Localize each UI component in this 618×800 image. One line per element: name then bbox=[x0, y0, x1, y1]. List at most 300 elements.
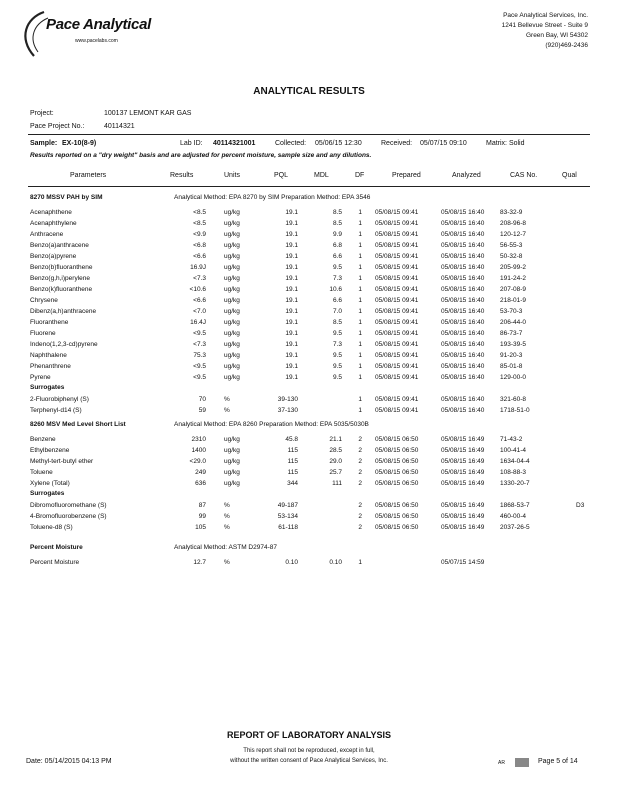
cell-prepared: 05/08/15 09:41 bbox=[375, 297, 419, 304]
cell-df: 2 bbox=[358, 436, 362, 443]
cell-units: % bbox=[224, 396, 230, 403]
cell-mdl: 7.3 bbox=[332, 275, 342, 282]
cell-df: 2 bbox=[358, 524, 362, 531]
cell-mdl: 9.5 bbox=[332, 363, 342, 370]
cell-prepared: 05/08/15 06:50 bbox=[375, 480, 419, 487]
cell-analyzed: 05/08/15 16:49 bbox=[441, 513, 485, 520]
received-label: Received: bbox=[381, 140, 413, 147]
cell-prepared: 05/08/15 09:41 bbox=[375, 330, 419, 337]
cell-parameter: Anthracene bbox=[30, 231, 64, 238]
cell-analyzed: 05/08/15 16:40 bbox=[441, 396, 485, 403]
cell-df: 1 bbox=[358, 275, 362, 282]
collected-label: Collected: bbox=[275, 140, 307, 147]
cell-cas-no: 2037-26-5 bbox=[500, 524, 530, 531]
cell-result: 12.7 bbox=[193, 559, 206, 566]
cell-analyzed: 05/08/15 16:40 bbox=[441, 275, 485, 282]
cell-parameter: Acenaphthene bbox=[30, 209, 72, 216]
col-parameters: Parameters bbox=[70, 172, 107, 179]
section-name: 8260 MSV Med Level Short List bbox=[30, 421, 126, 428]
cell-result: <8.5 bbox=[193, 220, 206, 227]
cell-parameter: Benzene bbox=[30, 436, 56, 443]
cell-pql: 19.1 bbox=[285, 308, 298, 315]
cell-parameter: Benzo(k)fluoranthene bbox=[30, 286, 93, 293]
pace-project-label: Pace Project No.: bbox=[30, 123, 85, 130]
cell-prepared: 05/08/15 06:50 bbox=[375, 458, 419, 465]
cell-result: 636 bbox=[195, 480, 206, 487]
cell-parameter: Fluoranthene bbox=[30, 319, 69, 326]
cell-df: 1 bbox=[358, 559, 362, 566]
cell-prepared: 05/08/15 06:50 bbox=[375, 513, 419, 520]
cell-result: <7.3 bbox=[193, 275, 206, 282]
cell-mdl: 8.5 bbox=[332, 319, 342, 326]
cell-analyzed: 05/08/15 16:49 bbox=[441, 436, 485, 443]
cell-cas-no: 91-20-3 bbox=[500, 352, 523, 359]
cell-mdl: 111 bbox=[332, 480, 342, 487]
cell-analyzed: 05/08/15 16:49 bbox=[441, 447, 485, 454]
cell-analyzed: 05/07/15 14:59 bbox=[441, 559, 485, 566]
cell-units: ug/kg bbox=[224, 352, 240, 359]
cell-analyzed: 05/08/15 16:40 bbox=[441, 209, 485, 216]
cell-result: 16.4J bbox=[190, 319, 206, 326]
cell-units: ug/kg bbox=[224, 341, 240, 348]
cell-df: 1 bbox=[358, 319, 362, 326]
cell-result: <10.6 bbox=[189, 286, 206, 293]
cell-units: % bbox=[224, 524, 230, 531]
cell-pql: 19.1 bbox=[285, 264, 298, 271]
cell-parameter: Ethylbenzene bbox=[30, 447, 70, 454]
cell-prepared: 05/08/15 09:41 bbox=[375, 352, 419, 359]
cell-mdl: 9.5 bbox=[332, 352, 342, 359]
cell-cas-no: 71-43-2 bbox=[500, 436, 523, 443]
cell-analyzed: 05/08/15 16:40 bbox=[441, 330, 485, 337]
cell-cas-no: 1718-51-0 bbox=[500, 407, 530, 414]
cell-df: 2 bbox=[358, 458, 362, 465]
cell-cas-no: 1868-53-7 bbox=[500, 502, 530, 509]
cell-units: ug/kg bbox=[224, 319, 240, 326]
cell-result: 249 bbox=[195, 469, 206, 476]
cell-mdl: 29.0 bbox=[329, 458, 342, 465]
footer-line2: without the written consent of Pace Analytical Services, Inc. bbox=[230, 758, 388, 764]
footer-line1: This report shall not be reproduced, except in full, bbox=[243, 748, 375, 754]
cell-pql: 19.1 bbox=[285, 297, 298, 304]
cell-units: ug/kg bbox=[224, 231, 240, 238]
cell-cas-no: 85-01-8 bbox=[500, 363, 523, 370]
cell-cas-no: 460-00-4 bbox=[500, 513, 527, 520]
cell-mdl: 10.6 bbox=[329, 286, 342, 293]
cell-parameter: Toluene bbox=[30, 469, 53, 476]
table-row bbox=[0, 361, 618, 372]
cell-prepared: 05/08/15 09:41 bbox=[375, 209, 419, 216]
table-row bbox=[0, 467, 618, 478]
cell-pql: 19.1 bbox=[285, 209, 298, 216]
cell-df: 1 bbox=[358, 352, 362, 359]
cell-prepared: 05/08/15 06:50 bbox=[375, 436, 419, 443]
section-name: Percent Moisture bbox=[30, 544, 83, 551]
cell-result: 99 bbox=[198, 513, 206, 520]
divider bbox=[28, 134, 590, 135]
cell-parameter: 4-Bromofluorobenzene (S) bbox=[30, 513, 107, 520]
cell-units: ug/kg bbox=[224, 363, 240, 370]
cell-result: 70 bbox=[198, 396, 206, 403]
cell-mdl: 7.0 bbox=[332, 308, 342, 315]
reviewer-initials: AR bbox=[498, 760, 505, 766]
cell-units: ug/kg bbox=[224, 374, 240, 381]
collected-value: 05/06/15 12:30 bbox=[315, 140, 362, 147]
cell-cas-no: 193-39-5 bbox=[500, 341, 527, 348]
cell-qual: D3 bbox=[576, 502, 585, 509]
cell-parameter: Fluorene bbox=[30, 330, 56, 337]
cell-analyzed: 05/08/15 16:49 bbox=[441, 502, 485, 509]
cell-pql: 19.1 bbox=[285, 275, 298, 282]
cell-df: 2 bbox=[358, 513, 362, 520]
cell-pql: 19.1 bbox=[285, 363, 298, 370]
table-row bbox=[0, 207, 618, 218]
cell-pql: 19.1 bbox=[285, 319, 298, 326]
cell-prepared: 05/08/15 09:41 bbox=[375, 319, 419, 326]
table-row bbox=[0, 350, 618, 361]
table-row bbox=[0, 306, 618, 317]
cell-parameter: Benzo(a)pyrene bbox=[30, 253, 77, 260]
cell-prepared: 05/08/15 09:41 bbox=[375, 286, 419, 293]
cell-df: 1 bbox=[358, 231, 362, 238]
cell-result: <29.0 bbox=[189, 458, 206, 465]
cell-df: 1 bbox=[358, 297, 362, 304]
cell-cas-no: 100-41-4 bbox=[500, 447, 527, 454]
cell-mdl: 6.6 bbox=[332, 253, 342, 260]
cell-cas-no: 86-73-7 bbox=[500, 330, 523, 337]
cell-pql: 19.1 bbox=[285, 253, 298, 260]
lab-address-line1: 1241 Bellevue Street - Suite 9 bbox=[501, 22, 588, 29]
cell-df: 2 bbox=[358, 447, 362, 454]
cell-df: 1 bbox=[358, 363, 362, 370]
cell-units: ug/kg bbox=[224, 436, 240, 443]
cell-prepared: 05/08/15 06:50 bbox=[375, 502, 419, 509]
cell-parameter: Dibenz(a,h)anthracene bbox=[30, 308, 97, 315]
cell-pql: 19.1 bbox=[285, 231, 298, 238]
pace-logo-url: www.pacelabs.com bbox=[75, 38, 118, 44]
cell-units: ug/kg bbox=[224, 297, 240, 304]
cell-analyzed: 05/08/15 16:40 bbox=[441, 374, 485, 381]
table-row bbox=[0, 456, 618, 467]
col-df: DF bbox=[355, 172, 365, 179]
table-row bbox=[0, 240, 618, 251]
cell-analyzed: 05/08/15 16:40 bbox=[441, 352, 485, 359]
matrix-label: Matrix: Solid bbox=[486, 140, 525, 147]
cell-units: % bbox=[224, 407, 230, 414]
cell-result: <9.5 bbox=[193, 374, 206, 381]
table-row bbox=[0, 229, 618, 240]
lab-address-block bbox=[502, 11, 588, 51]
cell-parameter: Toluene-d8 (S) bbox=[30, 524, 73, 531]
cell-df: 1 bbox=[358, 308, 362, 315]
cell-units: ug/kg bbox=[224, 308, 240, 315]
sample-value: EX-10(8-9) bbox=[62, 140, 97, 147]
cell-result: 1400 bbox=[191, 447, 206, 454]
cell-df: 1 bbox=[358, 209, 362, 216]
table-row bbox=[0, 445, 618, 456]
cell-analyzed: 05/08/15 16:40 bbox=[441, 319, 485, 326]
cell-prepared: 05/08/15 09:41 bbox=[375, 242, 419, 249]
cell-prepared: 05/08/15 09:41 bbox=[375, 253, 419, 260]
report-date: Date: 05/14/2015 04:13 PM bbox=[26, 758, 112, 765]
lab-company: Pace Analytical Services, Inc. bbox=[503, 12, 588, 19]
cell-mdl: 8.5 bbox=[332, 209, 342, 216]
table-row bbox=[0, 511, 618, 522]
table-row bbox=[0, 500, 618, 511]
cell-prepared: 05/08/15 09:41 bbox=[375, 363, 419, 370]
cell-analyzed: 05/08/15 16:40 bbox=[441, 264, 485, 271]
table-row bbox=[0, 434, 618, 445]
cell-parameter: 2-Fluorobiphenyl (S) bbox=[30, 396, 89, 403]
cell-result: 2310 bbox=[191, 436, 206, 443]
cell-result: 105 bbox=[195, 524, 206, 531]
cell-units: ug/kg bbox=[224, 209, 240, 216]
cell-cas-no: 1330-20-7 bbox=[500, 480, 530, 487]
cell-mdl: 9.5 bbox=[332, 374, 342, 381]
cell-parameter: Naphthalene bbox=[30, 352, 67, 359]
cell-pql: 19.1 bbox=[285, 286, 298, 293]
cell-cas-no: 108-88-3 bbox=[500, 469, 527, 476]
cell-prepared: 05/08/15 09:41 bbox=[375, 374, 419, 381]
cell-pql: 115 bbox=[287, 447, 298, 454]
cell-df: 2 bbox=[358, 469, 362, 476]
pace-project-value: 40114321 bbox=[104, 123, 135, 130]
cell-analyzed: 05/08/15 16:49 bbox=[441, 524, 485, 531]
col-units: Units bbox=[224, 172, 240, 179]
section-method: Analytical Method: EPA 8270 by SIM Preparation Method: EPA 3546 bbox=[174, 194, 371, 201]
cell-mdl: 21.1 bbox=[329, 436, 342, 443]
col-mdl: MDL bbox=[314, 172, 329, 179]
cell-cas-no: 207-08-9 bbox=[500, 286, 527, 293]
cell-mdl: 9.9 bbox=[332, 231, 342, 238]
section-name: 8270 MSSV PAH by SIM bbox=[30, 194, 103, 201]
cell-analyzed: 05/08/15 16:40 bbox=[441, 253, 485, 260]
cell-analyzed: 05/08/15 16:49 bbox=[441, 458, 485, 465]
project-label: Project: bbox=[30, 110, 54, 117]
cell-pql: 39-130 bbox=[277, 396, 298, 403]
lab-id-value: 40114321001 bbox=[213, 140, 256, 147]
cell-prepared: 05/08/15 09:41 bbox=[375, 275, 419, 282]
table-row bbox=[0, 328, 618, 339]
cell-cas-no: 218-01-9 bbox=[500, 297, 527, 304]
cell-prepared: 05/08/15 06:50 bbox=[375, 469, 419, 476]
cell-cas-no: 205-99-2 bbox=[500, 264, 527, 271]
cell-units: ug/kg bbox=[224, 447, 240, 454]
surrogates-label: Surrogates bbox=[30, 384, 65, 391]
cell-df: 1 bbox=[358, 407, 362, 414]
cell-parameter: Methyl-tert-butyl ether bbox=[30, 458, 94, 465]
pace-logo-text: Pace Analytical bbox=[46, 16, 152, 33]
cell-df: 1 bbox=[358, 330, 362, 337]
lab-id-label: Lab ID: bbox=[180, 140, 203, 147]
cell-pql: 61-118 bbox=[278, 524, 298, 531]
cell-df: 1 bbox=[358, 341, 362, 348]
cell-prepared: 05/08/15 06:50 bbox=[375, 447, 419, 454]
cell-mdl: 7.3 bbox=[332, 341, 342, 348]
cell-pql: 19.1 bbox=[285, 341, 298, 348]
cell-pql: 19.1 bbox=[285, 242, 298, 249]
cell-units: % bbox=[224, 513, 230, 520]
footer-title: REPORT OF LABORATORY ANALYSIS bbox=[226, 730, 392, 740]
cell-units: % bbox=[224, 502, 230, 509]
cell-units: ug/kg bbox=[224, 264, 240, 271]
cell-parameter: Terphenyl-d14 (S) bbox=[30, 407, 82, 414]
cell-result: <6.6 bbox=[193, 297, 206, 304]
cell-units: ug/kg bbox=[224, 242, 240, 249]
cell-parameter: Benzo(a)anthracene bbox=[30, 242, 89, 249]
cell-parameter: Percent Moisture bbox=[30, 559, 80, 566]
table-header bbox=[0, 172, 618, 184]
section-method: Analytical Method: EPA 8260 Preparation Method: EPA 5035/5030B bbox=[174, 421, 369, 428]
cell-mdl: 25.7 bbox=[329, 469, 342, 476]
cell-pql: 115 bbox=[287, 469, 298, 476]
report-title: ANALYTICAL RESULTS bbox=[253, 86, 365, 97]
cell-df: 1 bbox=[358, 374, 362, 381]
cell-df: 1 bbox=[358, 396, 362, 403]
cell-prepared: 05/08/15 09:41 bbox=[375, 264, 419, 271]
cell-pql: 49-187 bbox=[277, 502, 298, 509]
table-row bbox=[0, 251, 618, 262]
col-prepared: Prepared bbox=[392, 172, 421, 179]
cell-analyzed: 05/08/15 16:40 bbox=[441, 363, 485, 370]
table-row bbox=[0, 273, 618, 284]
cell-parameter: Phenanthrene bbox=[30, 363, 71, 370]
cell-analyzed: 05/08/15 16:40 bbox=[441, 242, 485, 249]
cell-result: 87 bbox=[198, 502, 206, 509]
col-results: Results bbox=[170, 172, 194, 179]
cell-cas-no: 50-32-8 bbox=[500, 253, 523, 260]
project-value: 100137 LEMONT KAR GAS bbox=[104, 110, 192, 117]
cell-units: ug/kg bbox=[224, 458, 240, 465]
cell-pql: 19.1 bbox=[285, 374, 298, 381]
cell-parameter: Dibromofluoromethane (S) bbox=[30, 502, 107, 509]
table-row bbox=[0, 522, 618, 533]
cell-cas-no: 206-44-0 bbox=[500, 319, 527, 326]
cell-cas-no: 129-00-0 bbox=[500, 374, 527, 381]
table-row bbox=[0, 557, 618, 568]
received-value: 05/07/15 09:10 bbox=[420, 140, 467, 147]
cell-result: <6.6 bbox=[193, 253, 206, 260]
table-row bbox=[0, 394, 618, 405]
cell-units: ug/kg bbox=[224, 330, 240, 337]
table-row bbox=[0, 295, 618, 306]
cell-prepared: 05/08/15 09:41 bbox=[375, 407, 419, 414]
cell-result: <9.9 bbox=[193, 231, 206, 238]
cell-result: <9.5 bbox=[193, 330, 206, 337]
cell-analyzed: 05/08/15 16:40 bbox=[441, 231, 485, 238]
cell-df: 1 bbox=[358, 242, 362, 249]
cell-analyzed: 05/08/15 16:49 bbox=[441, 469, 485, 476]
table-row bbox=[0, 372, 618, 383]
cell-result: 75.3 bbox=[193, 352, 206, 359]
cell-pql: 19.1 bbox=[285, 330, 298, 337]
cell-prepared: 05/08/15 09:41 bbox=[375, 220, 419, 227]
cell-df: 2 bbox=[358, 480, 362, 487]
cell-mdl: 6.6 bbox=[332, 297, 342, 304]
table-row bbox=[0, 339, 618, 350]
cell-df: 2 bbox=[358, 502, 362, 509]
cell-mdl: 0.10 bbox=[329, 559, 342, 566]
cell-analyzed: 05/08/15 16:40 bbox=[441, 220, 485, 227]
sample-label: Sample: bbox=[30, 140, 58, 147]
col-qual: Qual bbox=[562, 172, 577, 179]
cell-units: ug/kg bbox=[224, 253, 240, 260]
cell-cas-no: 208-96-8 bbox=[500, 220, 527, 227]
cell-prepared: 05/08/15 09:41 bbox=[375, 308, 419, 315]
cell-parameter: Acenaphthylene bbox=[30, 220, 77, 227]
cell-units: ug/kg bbox=[224, 286, 240, 293]
lab-address-line2: Green Bay, WI 54302 bbox=[525, 32, 588, 39]
section-method: Analytical Method: ASTM D2974-87 bbox=[174, 544, 277, 551]
cell-df: 1 bbox=[358, 220, 362, 227]
report-basis-note: Results reported on a "dry weight" basis and are adjusted for percent moisture, sample size and any dilutions. bbox=[30, 152, 372, 159]
cell-prepared: 05/08/15 09:41 bbox=[375, 341, 419, 348]
table-row bbox=[0, 317, 618, 328]
cell-result: 16.9J bbox=[190, 264, 206, 271]
col-analyzed: Analyzed bbox=[452, 172, 481, 179]
cell-pql: 344 bbox=[287, 480, 298, 487]
cell-result: 59 bbox=[198, 407, 206, 414]
table-row bbox=[0, 478, 618, 489]
header-divider bbox=[28, 186, 590, 187]
cell-parameter: Pyrene bbox=[30, 374, 51, 381]
table-row bbox=[0, 262, 618, 273]
cell-mdl: 8.5 bbox=[332, 220, 342, 227]
cell-parameter: Xylene (Total) bbox=[30, 480, 70, 487]
cell-result: <6.8 bbox=[193, 242, 206, 249]
cell-analyzed: 05/08/15 16:40 bbox=[441, 286, 485, 293]
surrogates-label: Surrogates bbox=[30, 490, 65, 497]
cell-cas-no: 83-32-9 bbox=[500, 209, 523, 216]
cell-pql: 19.1 bbox=[285, 352, 298, 359]
table-row bbox=[0, 284, 618, 295]
cell-pql: 115 bbox=[287, 458, 298, 465]
cell-units: ug/kg bbox=[224, 480, 240, 487]
cell-units: ug/kg bbox=[224, 469, 240, 476]
cell-parameter: Benzo(g,h,i)perylene bbox=[30, 275, 90, 282]
cell-result: <8.5 bbox=[193, 209, 206, 216]
cell-pql: 45.8 bbox=[285, 436, 298, 443]
table-row bbox=[0, 405, 618, 416]
lab-phone: (920)469-2436 bbox=[545, 42, 588, 49]
cell-analyzed: 05/08/15 16:40 bbox=[441, 407, 485, 414]
cell-pql: 0.10 bbox=[285, 559, 298, 566]
cell-cas-no: 53-70-3 bbox=[500, 308, 523, 315]
cell-mdl: 6.8 bbox=[332, 242, 342, 249]
cell-units: % bbox=[224, 559, 230, 566]
cell-analyzed: 05/08/15 16:49 bbox=[441, 480, 485, 487]
col-cas: CAS No. bbox=[510, 172, 538, 179]
cell-df: 1 bbox=[358, 264, 362, 271]
cell-cas-no: 191-24-2 bbox=[500, 275, 527, 282]
cell-parameter: Benzo(b)fluoranthene bbox=[30, 264, 93, 271]
cell-units: ug/kg bbox=[224, 220, 240, 227]
cell-parameter: Chrysene bbox=[30, 297, 58, 304]
cell-cas-no: 56-55-3 bbox=[500, 242, 523, 249]
page-number: Page 5 of 14 bbox=[538, 758, 578, 765]
cell-analyzed: 05/08/15 16:40 bbox=[441, 341, 485, 348]
cell-df: 1 bbox=[358, 253, 362, 260]
cell-result: <9.5 bbox=[193, 363, 206, 370]
cell-pql: 37-130 bbox=[277, 407, 298, 414]
barcode-stamp-icon bbox=[515, 758, 529, 767]
col-pql: PQL bbox=[274, 172, 289, 179]
cell-prepared: 05/08/15 09:41 bbox=[375, 231, 419, 238]
cell-cas-no: 120-12-7 bbox=[500, 231, 527, 238]
cell-prepared: 05/08/15 09:41 bbox=[375, 396, 419, 403]
cell-analyzed: 05/08/15 16:40 bbox=[441, 297, 485, 304]
cell-df: 1 bbox=[358, 286, 362, 293]
